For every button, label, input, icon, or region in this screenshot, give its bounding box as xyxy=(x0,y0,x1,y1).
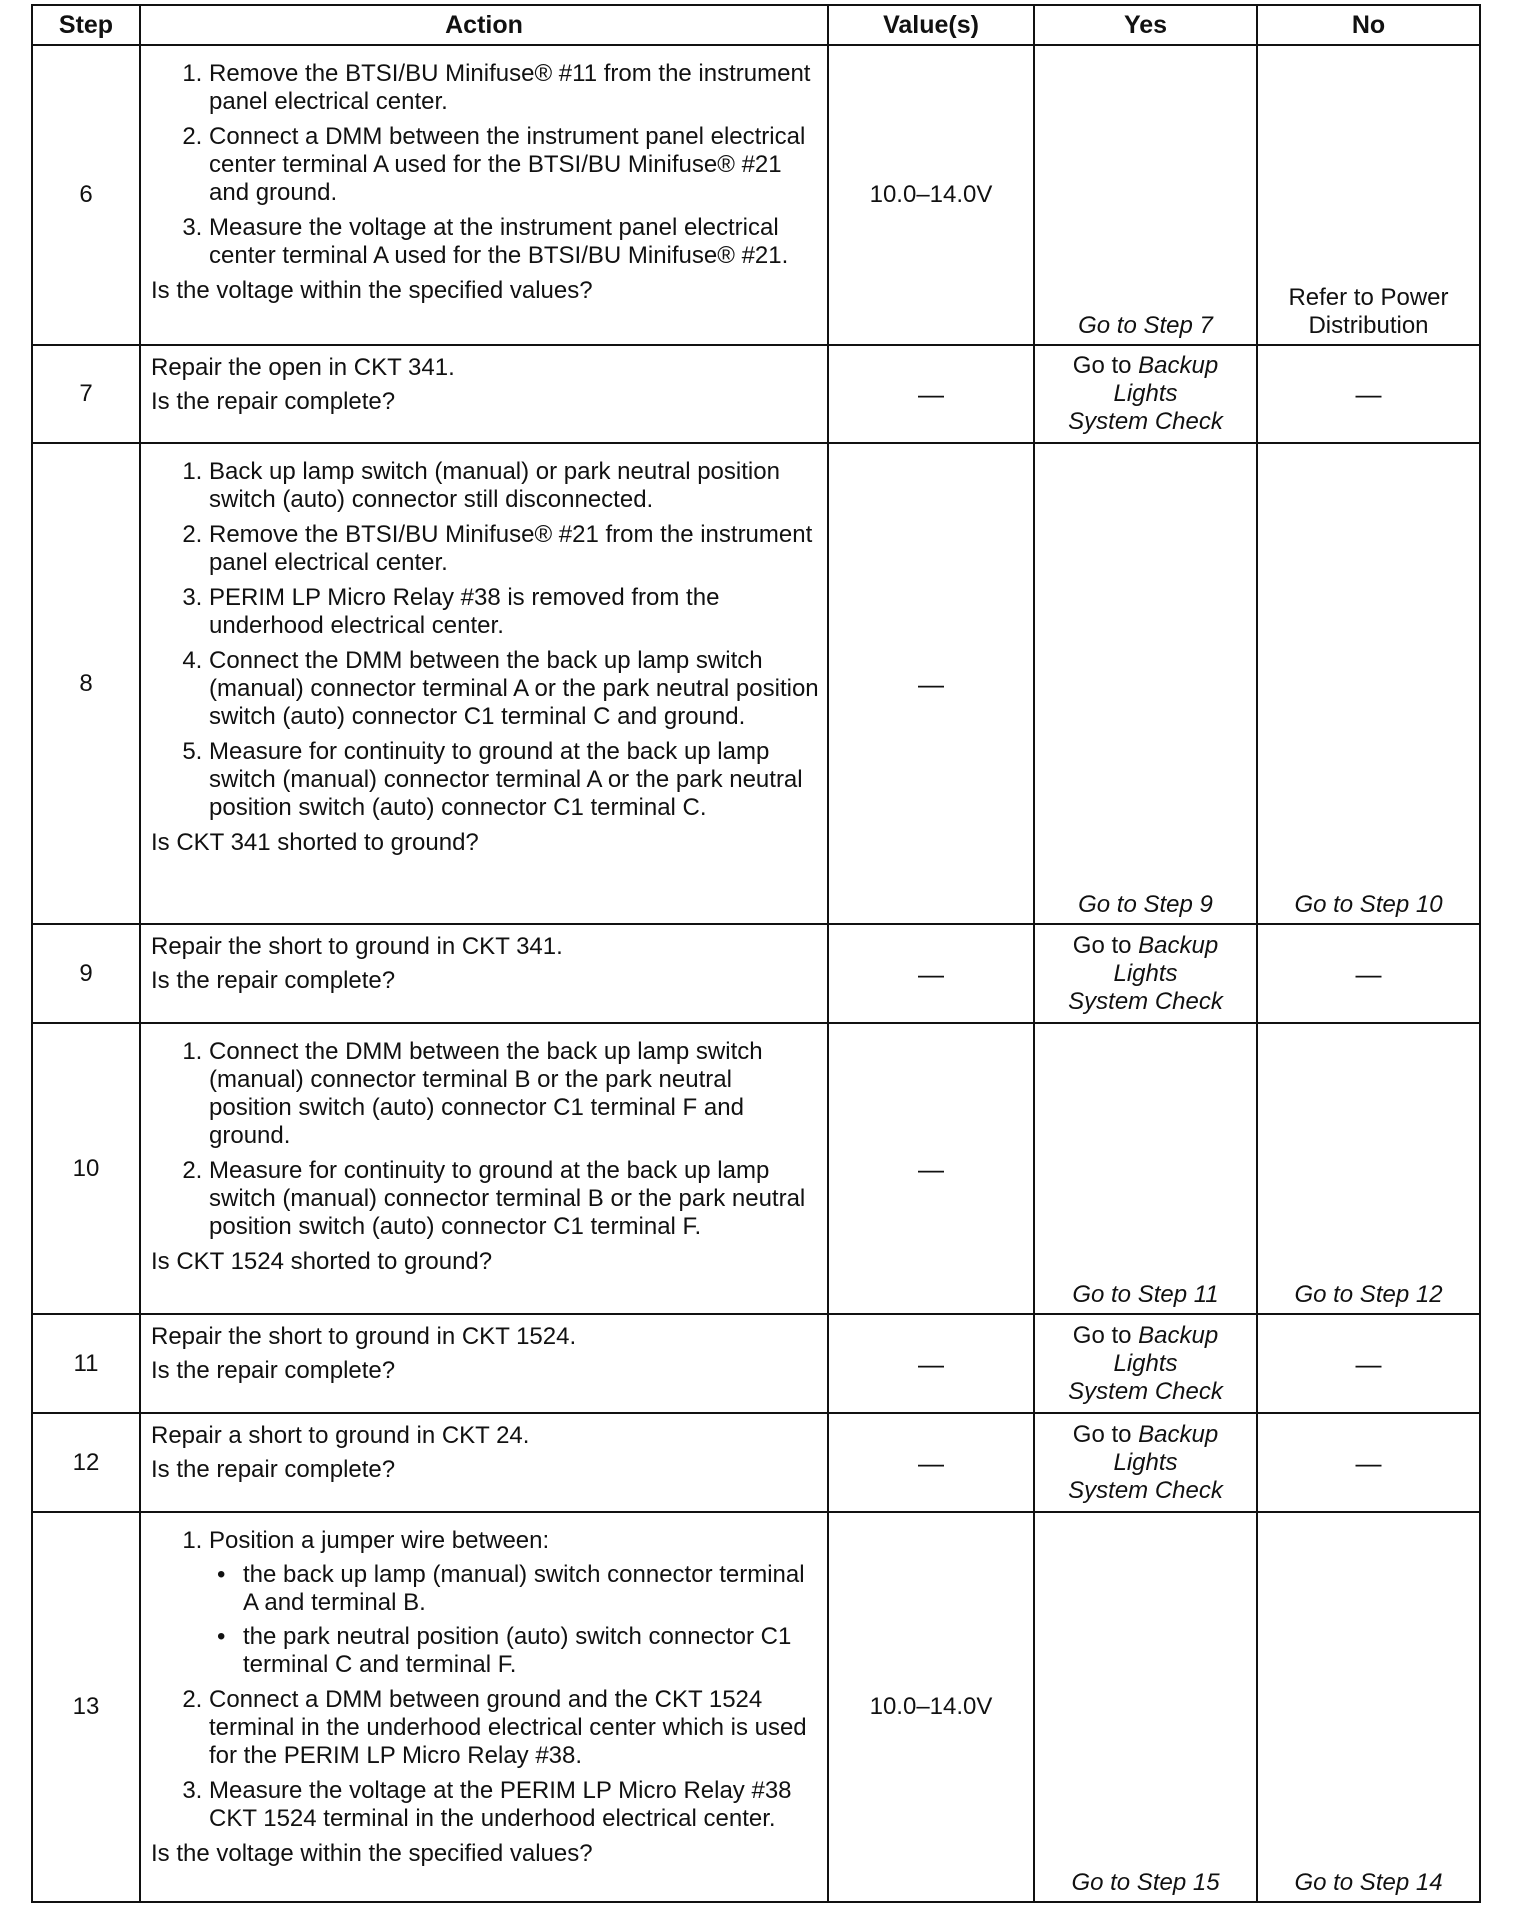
step-number: 11 xyxy=(32,1314,140,1413)
backup-lights-link[interactable]: Backup xyxy=(1138,1321,1219,1349)
step-number: 6 xyxy=(32,45,140,345)
backup-lights-link[interactable]: System Check xyxy=(1068,1476,1223,1504)
no-cell xyxy=(1257,45,1480,345)
yes-cell xyxy=(1034,345,1257,443)
action-item: 5. Measure for continuity to ground at the back up lamp switch (manual) connector terminal A or the park neutral position switch (auto) connector C1 terminal C. xyxy=(209,738,819,822)
action-question: Is the repair complete? xyxy=(151,388,396,415)
yes-prefix: Go to xyxy=(1072,352,1139,379)
action-item xyxy=(209,1527,819,1679)
table-row-step-12 xyxy=(32,1413,1480,1512)
yes-cell xyxy=(1034,1023,1257,1314)
backup-lights-link[interactable]: Lights xyxy=(1113,1349,1178,1377)
action-cell xyxy=(140,1512,828,1902)
yes-cell xyxy=(1034,924,1257,1023)
table-row-step-9 xyxy=(32,924,1480,1023)
value-cell: — xyxy=(828,1314,1034,1413)
no-text-line2[interactable]: Distribution xyxy=(1308,312,1429,339)
yes-cell xyxy=(1034,45,1257,345)
table-row-step-13 xyxy=(32,1512,1480,1902)
value-cell: — xyxy=(828,345,1034,443)
step-number: 9 xyxy=(32,924,140,1023)
backup-lights-link[interactable]: Lights xyxy=(1113,959,1178,987)
action-list xyxy=(151,1038,819,1241)
yes-goto-link[interactable]: Go to Step 9 xyxy=(1078,891,1213,918)
value-cell: — xyxy=(828,443,1034,924)
action-item: 2. Remove the BTSI/BU Minifuse® #21 from the instrument panel electrical center. xyxy=(209,521,819,577)
yes-prefix: Go to xyxy=(1072,1321,1139,1349)
step-number: 7 xyxy=(32,345,140,443)
action-item: 3. PERIM LP Micro Relay #38 is removed from the underhood electrical center. xyxy=(209,584,819,640)
value-cell: — xyxy=(828,1413,1034,1512)
action-item: 3. Measure the voltage at the PERIM LP Micro Relay #38 CKT 1524 terminal in the underhood electrical center. xyxy=(209,1777,819,1833)
yes-cell xyxy=(1034,1413,1257,1512)
no-goto-link[interactable]: Go to Step 12 xyxy=(1294,1281,1443,1308)
action-question: Is the voltage within the specified values? xyxy=(151,277,593,304)
yes-prefix: Go to xyxy=(1072,931,1139,959)
value-cell: — xyxy=(828,1023,1034,1314)
action-question: Is the voltage within the specified values? xyxy=(151,1840,593,1867)
header-no: No xyxy=(1257,5,1480,45)
action-question: Is CKT 341 shorted to ground? xyxy=(151,829,479,856)
backup-lights-link[interactable]: System Check xyxy=(1068,408,1223,435)
no-cell: — xyxy=(1257,1314,1480,1413)
header-row xyxy=(32,5,1480,45)
action-question: Is the repair complete? xyxy=(151,1357,396,1384)
value-cell: — xyxy=(828,924,1034,1023)
step-number: 8 xyxy=(32,443,140,924)
no-goto-link[interactable]: Go to Step 10 xyxy=(1294,891,1443,918)
action-cell xyxy=(140,443,828,924)
action-item: 1. Connect the DMM between the back up lamp switch (manual) connector terminal B or the park neutral position switch (auto) connector C1 terminal F and ground. xyxy=(209,1038,819,1150)
header-values: Value(s) xyxy=(828,5,1034,45)
header-step: Step xyxy=(32,5,140,45)
action-sublist xyxy=(209,1561,819,1679)
table-row-step-7 xyxy=(32,345,1480,443)
yes-goto-link[interactable]: Go to Step 11 xyxy=(1072,1281,1219,1308)
no-text-line1[interactable]: Refer to Power xyxy=(1288,284,1449,311)
action-list xyxy=(151,60,819,270)
yes-prefix: Go to xyxy=(1072,1420,1139,1448)
table-row-step-8 xyxy=(32,443,1480,924)
no-cell: — xyxy=(1257,345,1480,443)
yes-goto-link[interactable]: Go to Step 7 xyxy=(1078,312,1213,339)
table-row-step-6 xyxy=(32,45,1480,345)
no-goto-link[interactable]: Go to Step 14 xyxy=(1294,1869,1443,1896)
value-cell: 10.0–14.0V xyxy=(828,45,1034,345)
step-number: 10 xyxy=(32,1023,140,1314)
yes-cell xyxy=(1034,1314,1257,1413)
action-subitem: • the park neutral position (auto) switch connector C1 terminal C and terminal F. xyxy=(217,1623,792,1678)
action-subitem: • the back up lamp (manual) switch connector terminal A and terminal B. xyxy=(217,1561,805,1616)
step-number: 12 xyxy=(32,1413,140,1512)
backup-lights-link[interactable]: Backup xyxy=(1138,931,1219,959)
action-list xyxy=(151,458,819,822)
action-cell xyxy=(140,1413,828,1512)
action-repair: Repair the open in CKT 341. xyxy=(151,354,455,381)
bullet-icon: • xyxy=(217,1561,226,1588)
action-item: 1. Back up lamp switch (manual) or park neutral position switch (auto) connector still disconnected. xyxy=(209,458,819,514)
backup-lights-link[interactable]: System Check xyxy=(1068,987,1223,1015)
diagnostic-table xyxy=(31,4,1481,1903)
action-question: Is the repair complete? xyxy=(151,967,396,994)
action-list xyxy=(151,1527,819,1833)
backup-lights-link[interactable]: Backup xyxy=(1138,1420,1219,1448)
backup-lights-link[interactable]: Lights xyxy=(1113,380,1178,407)
action-question: Is the repair complete? xyxy=(151,1456,396,1483)
action-cell xyxy=(140,45,828,345)
action-item-text: Position a jumper wire between: xyxy=(209,1527,550,1554)
yes-cell xyxy=(1034,1512,1257,1902)
no-cell: — xyxy=(1257,924,1480,1023)
action-repair: Repair a short to ground in CKT 24. xyxy=(151,1422,530,1449)
backup-lights-link[interactable]: Backup xyxy=(1138,352,1219,379)
action-item: 2. Measure for continuity to ground at the back up lamp switch (manual) connector terminal B or the park neutral position switch (auto) connector C1 terminal F. xyxy=(209,1157,819,1241)
bullet-icon: • xyxy=(217,1623,226,1650)
action-item: 2. Connect a DMM between the instrument panel electrical center terminal A used for the BTSI/BU Minifuse® #21 and ground. xyxy=(209,123,819,207)
yes-goto-link[interactable]: Go to Step 15 xyxy=(1071,1869,1220,1896)
backup-lights-link[interactable]: Lights xyxy=(1113,1448,1178,1476)
backup-lights-link[interactable]: System Check xyxy=(1068,1377,1223,1405)
action-question: Is CKT 1524 shorted to ground? xyxy=(151,1248,493,1275)
no-cell: — xyxy=(1257,1413,1480,1512)
yes-cell xyxy=(1034,443,1257,924)
action-cell xyxy=(140,924,828,1023)
action-cell xyxy=(140,345,828,443)
table-row-step-10 xyxy=(32,1023,1480,1314)
table-row-step-11 xyxy=(32,1314,1480,1413)
action-cell xyxy=(140,1314,828,1413)
action-repair: Repair the short to ground in CKT 1524. xyxy=(151,1323,577,1350)
diagnostic-table-sheet xyxy=(31,4,1479,1903)
no-cell xyxy=(1257,1512,1480,1902)
action-repair: Repair the short to ground in CKT 341. xyxy=(151,933,563,960)
action-item: 2. Connect a DMM between ground and the CKT 1524 terminal in the underhood electrical center which is used for the PERIM LP Micro Relay #38. xyxy=(209,1686,819,1770)
no-cell xyxy=(1257,443,1480,924)
action-item: 1. Remove the BTSI/BU Minifuse® #11 from the instrument panel electrical center. xyxy=(209,60,819,116)
no-cell xyxy=(1257,1023,1480,1314)
action-item: 4. Connect the DMM between the back up lamp switch (manual) connector terminal A or the park neutral position switch (auto) connector C1 terminal C and ground. xyxy=(209,647,819,731)
header-yes: Yes xyxy=(1034,5,1257,45)
header-action: Action xyxy=(140,5,828,45)
step-number: 13 xyxy=(32,1512,140,1902)
action-item: 3. Measure the voltage at the instrument panel electrical center terminal A used for the BTSI/BU Minifuse® #21. xyxy=(209,214,819,270)
value-cell: 10.0–14.0V xyxy=(828,1512,1034,1902)
action-cell xyxy=(140,1023,828,1314)
